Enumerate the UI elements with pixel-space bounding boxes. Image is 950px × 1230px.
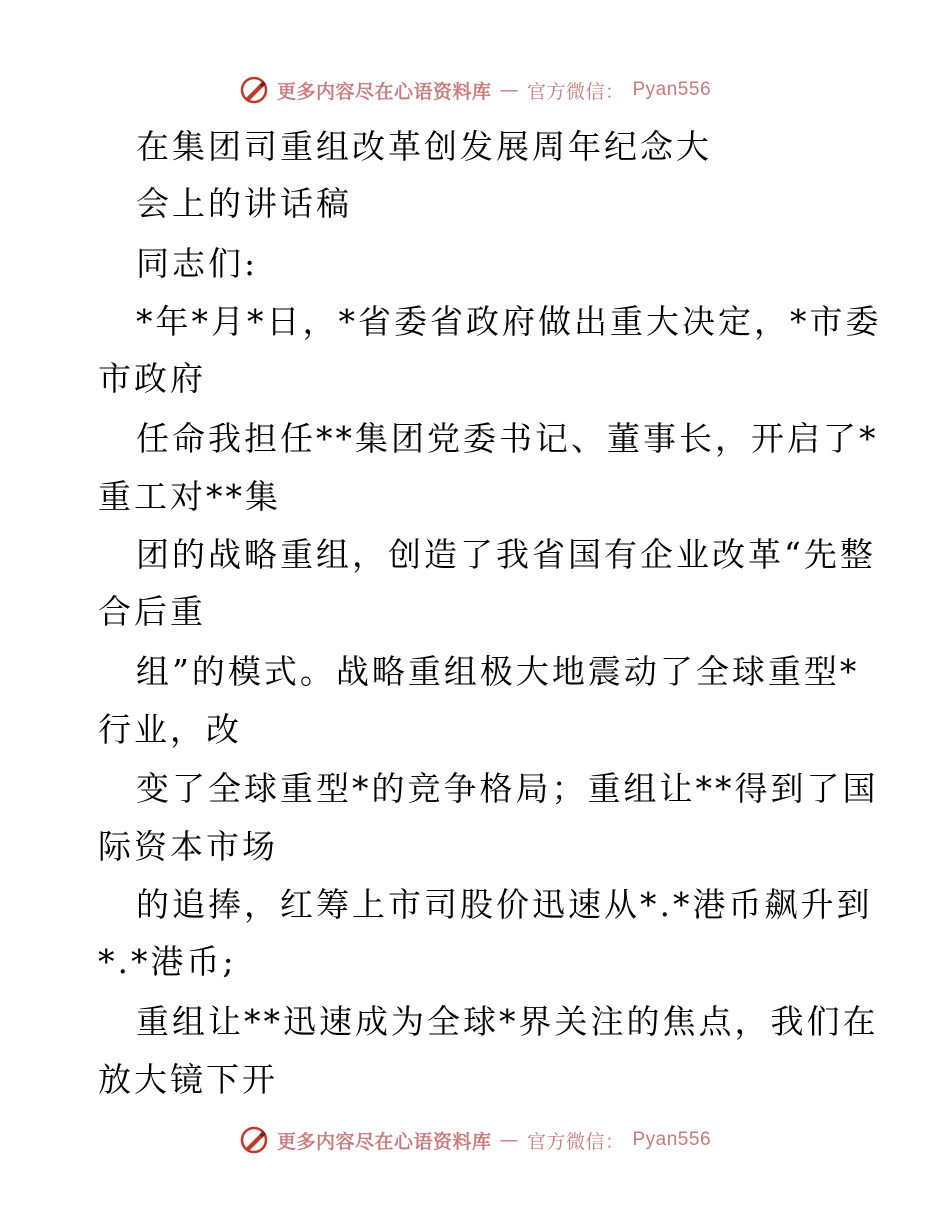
watermark-wechat-label: 官方微信： (526, 1130, 625, 1153)
paragraph-line: *年*月*日，*省委省政府做出重大决定，*市委 (136, 302, 882, 341)
paragraph-line: 市政府 (98, 359, 206, 398)
paragraph-line: 行业，改 (98, 710, 242, 749)
paragraph-line: 团的战略重组，创造了我省国有企业改革“先整 (136, 535, 876, 574)
watermark-wechat-label: 官方微信： (526, 80, 625, 103)
paragraph-line: 组”的模式。战略重组极大地震动了全球重型* (136, 652, 860, 691)
paragraph-line: *.*港币; (98, 942, 237, 981)
watermark-wechat-id: Pyan556 (632, 1129, 712, 1150)
watermark-separator: — (499, 1129, 519, 1151)
title-line-1: 在集团司重组改革创发展周年纪念大 (136, 127, 712, 166)
title-line-2: 会上的讲话稿 (136, 184, 352, 223)
paragraph-line: 变了全球重型*的竞争格局；重组让**得到了国 (136, 769, 879, 808)
paragraph-line: 际资本市场 (98, 827, 278, 866)
paragraph-line: 重工对**集 (98, 477, 281, 516)
watermark-wechat-id: Pyan556 (632, 79, 712, 100)
paragraph-line: 合后重 (98, 592, 206, 631)
salutation: 同志们: (136, 244, 259, 283)
paragraph-line: 的追捧，红筹上市司股价迅速从*.*港币飙升到 (136, 885, 873, 924)
pen-logo-icon (239, 1125, 269, 1155)
paragraph-line: 重组让**迅速成为全球*界关注的焦点，我们在 (136, 1002, 879, 1041)
paragraph-line: 任命我担任**集团党委书记、董事长，开启了* (136, 419, 879, 458)
footer-watermark (0, 1120, 950, 1160)
watermark-main-text: 更多内容尽在心语资料库 (276, 1130, 492, 1153)
watermark-separator: — (499, 79, 519, 101)
watermark-main-text: 更多内容尽在心语资料库 (276, 80, 492, 103)
paragraph-line: 放大镜下开 (98, 1060, 278, 1099)
